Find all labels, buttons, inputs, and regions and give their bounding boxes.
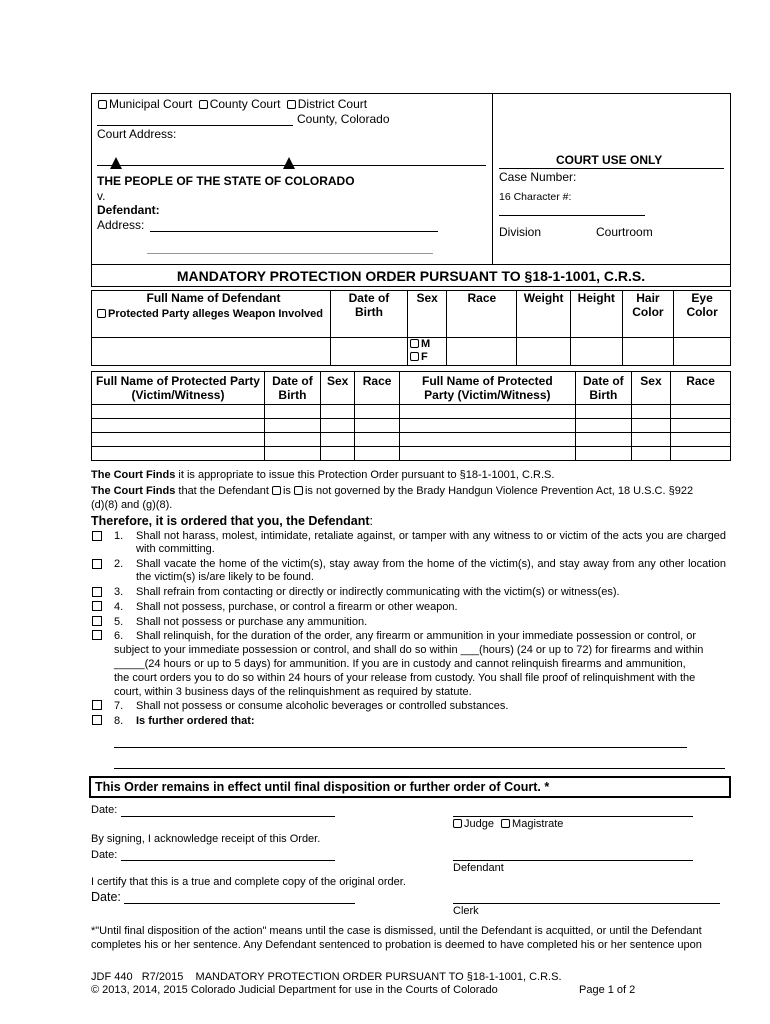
order-1-checkbox[interactable] — [92, 531, 102, 541]
court-type-row — [98, 97, 367, 111]
further-order-line-1[interactable] — [114, 747, 687, 748]
order-5-checkbox[interactable] — [92, 616, 102, 626]
protected-name-header-left: Full Name of Protected Party (Victim/Witness) — [92, 372, 265, 405]
defendant-signature-line[interactable] — [453, 860, 693, 861]
court-use-underline — [499, 168, 724, 169]
versus-label: v. — [97, 189, 106, 203]
race-header: Race — [447, 291, 517, 338]
height-header: Height — [570, 291, 622, 338]
defendant-dob-cell[interactable] — [330, 338, 407, 366]
footer-page-number: Page 1 of 2 — [579, 984, 636, 996]
order-8-checkbox[interactable] — [92, 715, 102, 725]
order-6-line-3: _____(24 hours or up to 5 days) for ammunition. If you are in custody and cannot relinquish firearms and ammunition, — [114, 658, 686, 670]
brady-is-not-checkbox[interactable]: is not governed by the Brady Handgun Violence Prevention Act, 18 U.S.C. §922 — [294, 485, 693, 497]
protected-name-header-right: Full Name of Protected Party (Victim/Witness) — [399, 372, 575, 405]
protected-race-header-left: Race — [355, 372, 399, 405]
order-7-checkbox[interactable] — [92, 700, 102, 710]
clerk-signature-line[interactable] — [453, 903, 720, 904]
order-8-text: Is further ordered that: — [136, 715, 255, 727]
order-5-number: 5. — [114, 616, 124, 628]
order-date-label: Date: — [91, 804, 118, 816]
ack-text: By signing, I acknowledge receipt of this Order. — [91, 833, 321, 845]
brady-is-checkbox[interactable]: is — [272, 485, 291, 497]
further-order-line-2[interactable] — [114, 768, 725, 769]
county-suffix: County, Colorado — [297, 112, 390, 126]
protected-dob-header-left: Date of Birth — [264, 372, 320, 405]
weight-header: Weight — [517, 291, 571, 338]
eye-header: Eye Color — [674, 291, 731, 338]
protected-party-table — [91, 371, 731, 461]
order-5-text: Shall not possess or purchase any ammunition. — [136, 616, 368, 628]
hair-header: Hair Color — [622, 291, 674, 338]
order-date-line[interactable] — [121, 816, 335, 817]
finding-2: The Court Finds that the Defendant is is not governed by the Brady Handgun Violence Prevention Act, 18 U.S.C. §922 — [91, 485, 694, 497]
protected-dob-header-right: Date of Birth — [575, 372, 631, 405]
defendant-name-header: Full Name of Defendant Protected Party alleges Weapon Involved — [92, 291, 331, 338]
footer-copyright: © 2013, 2014, 2015 Colorado Judicial Department for use in the Courts of Colorado — [91, 984, 498, 996]
order-3-text: Shall refrain from contacting or directly or indirectly communicating with the victim(s) or witness(es). — [136, 586, 620, 598]
judge-title-row — [453, 818, 563, 831]
order-2-number: 2. — [114, 558, 124, 570]
magistrate-checkbox[interactable]: Magistrate — [501, 818, 563, 830]
order-3-number: 3. — [114, 586, 124, 598]
courtroom-label: Courtroom — [596, 225, 653, 239]
order-6-line-2: subject to your immediate possession or control, and shall do so within ___(hours) (24 or up to 72) for firearms and within — [114, 644, 704, 656]
protected-sex-header-left: Sex — [320, 372, 355, 405]
sex-header: Sex — [407, 291, 446, 338]
order-2-checkbox[interactable] — [92, 559, 102, 569]
order-2-text: Shall vacate the home of the victim(s), stay away from the home of the victim(s), and stay away from any other location the victim(s) is/are likely to be found. — [136, 558, 726, 583]
caption-divider — [492, 93, 493, 265]
ack-date-label: Date: — [91, 849, 118, 861]
order-6-line-4: the court orders you to do so within 24 hours of your release from custody. You shall file proof of relinquishment with the — [114, 672, 696, 684]
weapon-involved-checkbox[interactable]: Protected Party alleges Weapon Involved — [97, 308, 330, 321]
judge-signature-line[interactable] — [453, 816, 693, 817]
defendant-weight-cell[interactable] — [517, 338, 571, 366]
division-label: Division — [499, 225, 542, 239]
certify-text: I certify that this is a true and complete copy of the original order. — [91, 876, 406, 888]
parties-title: THE PEOPLE OF THE STATE OF COLORADO — [97, 174, 355, 188]
triangle-marker-right — [283, 157, 295, 169]
protected-row[interactable] — [92, 405, 731, 419]
order-4-number: 4. — [114, 601, 124, 613]
title-box — [91, 265, 731, 287]
case-number-line[interactable] — [499, 215, 645, 216]
defendant-height-cell[interactable] — [570, 338, 622, 366]
ack-date-line[interactable] — [121, 860, 335, 861]
defendant-name-cell[interactable] — [92, 338, 331, 366]
order-3-checkbox[interactable] — [92, 587, 102, 597]
order-6-number: 6. — [114, 630, 124, 642]
order-6-checkbox[interactable] — [92, 630, 102, 640]
order-1-number: 1. — [114, 530, 124, 542]
case-number-label: Case Number: — [499, 170, 577, 184]
footer-form-id: JDF 440 R7/2015 MANDATORY PROTECTION ORDER PURSUANT TO §18-1-1001, C.R.S. — [91, 971, 562, 983]
judge-checkbox[interactable]: Judge — [453, 818, 494, 830]
sex-f-checkbox[interactable]: F — [410, 351, 446, 364]
court-use-title: COURT USE ONLY — [556, 153, 663, 167]
protected-sex-header-right: Sex — [631, 372, 670, 405]
clerk-label: Clerk — [453, 905, 479, 917]
defendant-race-cell[interactable] — [447, 338, 517, 366]
certify-date-label: Date: — [91, 890, 121, 904]
municipal-court-checkbox[interactable]: Municipal Court — [98, 97, 192, 111]
defendant-eye-cell[interactable] — [674, 338, 731, 366]
order-6-line-1: Shall relinquish, for the duration of the order, any firearm or ammunition in your immediate possession or control, or — [136, 630, 697, 642]
finding-2-cont: (d)(8) and (g)(8). — [91, 499, 173, 511]
order-1-text: Shall not harass, molest, intimidate, retaliate against, or tamper with any witness to or victim of the acts you are charged with committing. — [136, 530, 726, 555]
county-name-line[interactable] — [97, 125, 293, 126]
order-6-line-5: court, within 3 business days of the relinquishment as required by statute. — [114, 686, 472, 698]
district-court-checkbox[interactable]: District Court — [287, 97, 367, 111]
defendant-sex-cell[interactable] — [407, 338, 446, 366]
order-7-number: 7. — [114, 700, 124, 712]
dob-header: Date of Birth — [330, 291, 407, 338]
county-court-checkbox[interactable]: County Court — [199, 97, 281, 111]
effect-notice: This Order remains in effect until final disposition or further order of Court. * — [95, 780, 550, 794]
protected-race-header-right: Race — [671, 372, 731, 405]
protected-row[interactable] — [92, 433, 731, 447]
defendant-label: Defendant: — [97, 203, 160, 217]
defendant-table — [91, 290, 731, 366]
defendant-hair-cell[interactable] — [622, 338, 674, 366]
defendant-address-line[interactable] — [150, 231, 438, 232]
footnote-line-1: *"Until final disposition of the action" means until the case is dismissed, until the Defendant is acquitted, or until the Defendant — [91, 925, 702, 937]
order-4-text: Shall not possess, purchase, or control a firearm or other weapon. — [136, 601, 458, 613]
order-4-checkbox[interactable] — [92, 601, 102, 611]
certify-date-line[interactable] — [124, 903, 355, 904]
defendant-signature-label: Defendant — [453, 862, 504, 874]
triangle-marker-left — [110, 157, 122, 169]
address-label: Address: — [97, 218, 145, 232]
court-address-label: Court Address: — [97, 127, 177, 141]
footnote-line-2: completes his or her sentence. Any Defendant sentenced to probation is deemed to have completed his or her sentence upon — [91, 939, 702, 951]
form-title: MANDATORY PROTECTION ORDER PURSUANT TO §18-1-1001, C.R.S. — [176, 268, 646, 284]
protected-row[interactable] — [92, 447, 731, 461]
order-8-number: 8. — [114, 715, 124, 727]
sex-m-checkbox[interactable]: M — [410, 338, 446, 351]
defendant-address-line-2[interactable] — [147, 253, 433, 254]
finding-1: The Court Finds it is appropriate to issue this Protection Order pursuant to §18-1-1001, C.R.S. — [91, 469, 555, 481]
order-7-text: Shall not possess or consume alcoholic beverages or controlled substances. — [136, 700, 509, 712]
character-label: 16 Character #: — [499, 191, 572, 203]
therefore-heading: Therefore, it is ordered that you, the Defendant: — [91, 514, 373, 528]
protected-row[interactable] — [92, 419, 731, 433]
